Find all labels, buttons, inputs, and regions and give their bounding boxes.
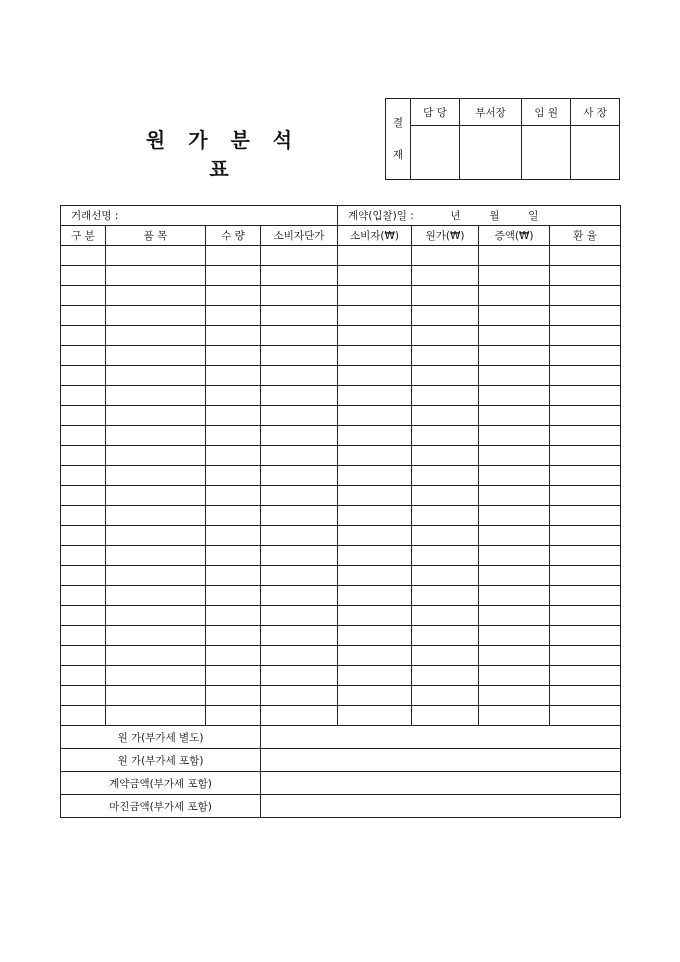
table-cell[interactable] <box>550 686 621 706</box>
table-cell[interactable] <box>479 586 550 606</box>
table-cell[interactable] <box>550 626 621 646</box>
approval-header-manager: 담 당 <box>411 99 460 126</box>
table-cell[interactable] <box>106 526 206 546</box>
table-cell[interactable] <box>61 686 106 706</box>
table-cell[interactable] <box>550 486 621 506</box>
approval-sign-dept-head[interactable] <box>459 126 521 180</box>
table-cell[interactable] <box>338 606 412 626</box>
table-cell[interactable] <box>206 626 261 646</box>
table-cell[interactable] <box>338 326 412 346</box>
table-cell[interactable] <box>206 326 261 346</box>
table-cell[interactable] <box>479 266 550 286</box>
table-cell[interactable] <box>261 266 338 286</box>
col-header-cost: 원가(₩) <box>412 226 479 246</box>
table-cell[interactable] <box>412 386 479 406</box>
table-cell[interactable] <box>106 626 206 646</box>
table-cell[interactable] <box>412 526 479 546</box>
table-cell[interactable] <box>106 366 206 386</box>
table-cell[interactable] <box>550 666 621 686</box>
table-cell[interactable] <box>338 666 412 686</box>
table-cell[interactable] <box>206 606 261 626</box>
table-row <box>61 406 621 426</box>
table-cell[interactable] <box>61 366 106 386</box>
table-cell[interactable] <box>261 346 338 366</box>
table-cell[interactable] <box>479 346 550 366</box>
table-cell[interactable] <box>550 566 621 586</box>
table-cell[interactable] <box>412 306 479 326</box>
table-cell[interactable] <box>479 626 550 646</box>
table-cell[interactable] <box>479 366 550 386</box>
table-cell[interactable] <box>261 386 338 406</box>
table-cell[interactable] <box>206 306 261 326</box>
table-row <box>61 566 621 586</box>
table-cell[interactable] <box>479 386 550 406</box>
table-cell[interactable] <box>550 386 621 406</box>
summary-label-margin-amount: 마진금액(부가세 포함) <box>61 795 261 818</box>
table-cell[interactable] <box>261 566 338 586</box>
client-name-label: 거래선명 : <box>71 210 119 222</box>
table-cell[interactable] <box>106 566 206 586</box>
col-header-item: 품 목 <box>106 226 206 246</box>
table-cell[interactable] <box>206 686 261 706</box>
table-cell[interactable] <box>61 606 106 626</box>
table-row <box>61 306 621 326</box>
table-cell[interactable] <box>550 426 621 446</box>
table-cell[interactable] <box>338 386 412 406</box>
summary-label-contract-amount: 계약금액(부가세 포함) <box>61 772 261 795</box>
table-cell[interactable] <box>479 246 550 266</box>
table-cell[interactable] <box>106 606 206 626</box>
table-cell[interactable] <box>261 326 338 346</box>
table-cell[interactable] <box>61 526 106 546</box>
table-cell[interactable] <box>412 626 479 646</box>
table-row <box>61 626 621 646</box>
table-cell[interactable] <box>106 386 206 406</box>
table-cell[interactable] <box>61 466 106 486</box>
table-row <box>61 246 621 266</box>
table-cell[interactable] <box>338 566 412 586</box>
table-cell[interactable] <box>479 466 550 486</box>
table-cell[interactable] <box>338 506 412 526</box>
table-cell[interactable] <box>338 286 412 306</box>
table-cell[interactable] <box>206 506 261 526</box>
table-cell[interactable] <box>479 306 550 326</box>
table-cell[interactable] <box>412 466 479 486</box>
approval-side-label <box>386 99 411 180</box>
contract-date-label: 계약(입찰)일 : <box>348 210 414 222</box>
table-cell[interactable] <box>61 666 106 686</box>
summary-row <box>61 726 621 749</box>
summary-value-cost-incl-vat[interactable] <box>261 749 621 772</box>
table-row <box>61 666 621 686</box>
table-cell[interactable] <box>338 406 412 426</box>
table-cell[interactable] <box>261 526 338 546</box>
table-row <box>61 546 621 566</box>
table-cell[interactable] <box>61 446 106 466</box>
table-cell[interactable] <box>550 586 621 606</box>
summary-row <box>61 795 621 818</box>
table-cell[interactable] <box>61 506 106 526</box>
table-cell[interactable] <box>479 506 550 526</box>
table-cell[interactable] <box>412 646 479 666</box>
table-cell[interactable] <box>550 346 621 366</box>
table-cell[interactable] <box>61 586 106 606</box>
table-cell[interactable] <box>338 546 412 566</box>
col-header-exchange-rate: 환 율 <box>550 226 621 246</box>
table-cell[interactable] <box>206 526 261 546</box>
data-rows <box>61 246 621 726</box>
date-day-label: 일 <box>528 210 539 222</box>
table-cell[interactable] <box>550 506 621 526</box>
table-cell[interactable] <box>479 526 550 546</box>
table-cell[interactable] <box>61 286 106 306</box>
table-cell[interactable] <box>61 426 106 446</box>
table-cell[interactable] <box>261 506 338 526</box>
table-cell[interactable] <box>61 266 106 286</box>
table-cell[interactable] <box>412 326 479 346</box>
table-cell[interactable] <box>106 666 206 686</box>
table-cell[interactable] <box>550 526 621 546</box>
cost-analysis-table <box>60 205 621 818</box>
summary-label-cost-incl-vat: 원 가(부가세 포함) <box>61 749 261 772</box>
table-cell[interactable] <box>261 686 338 706</box>
table-cell[interactable] <box>479 406 550 426</box>
table-cell[interactable] <box>479 326 550 346</box>
table-cell[interactable] <box>261 646 338 666</box>
table-cell[interactable] <box>261 466 338 486</box>
table-cell[interactable] <box>479 486 550 506</box>
table-cell[interactable] <box>106 446 206 466</box>
approval-sign-president[interactable] <box>571 126 620 180</box>
contract-date-cell[interactable] <box>338 206 621 226</box>
table-cell[interactable] <box>261 606 338 626</box>
table-cell[interactable] <box>412 246 479 266</box>
summary-value-margin-amount[interactable] <box>261 795 621 818</box>
table-cell[interactable] <box>550 266 621 286</box>
col-header-increase: 증액(₩) <box>479 226 550 246</box>
table-cell[interactable] <box>261 706 338 726</box>
table-cell[interactable] <box>550 446 621 466</box>
col-header-quantity: 수 량 <box>206 226 261 246</box>
date-month-label: 월 <box>489 210 500 222</box>
table-cell[interactable] <box>261 586 338 606</box>
table-cell[interactable] <box>550 366 621 386</box>
table-cell[interactable] <box>206 246 261 266</box>
table-cell[interactable] <box>206 386 261 406</box>
table-cell[interactable] <box>479 546 550 566</box>
approval-sign-manager[interactable] <box>411 126 460 180</box>
table-cell[interactable] <box>106 286 206 306</box>
table-row <box>61 486 621 506</box>
table-row <box>61 386 621 406</box>
table-cell[interactable] <box>412 406 479 426</box>
table-cell[interactable] <box>61 626 106 646</box>
table-cell[interactable] <box>106 706 206 726</box>
table-cell[interactable] <box>261 306 338 326</box>
approval-side-label-1: 결 <box>392 117 404 129</box>
table-cell[interactable] <box>412 586 479 606</box>
table-cell[interactable] <box>206 366 261 386</box>
table-row <box>61 326 621 346</box>
table-cell[interactable] <box>412 446 479 466</box>
table-cell[interactable] <box>479 666 550 686</box>
table-cell[interactable] <box>261 446 338 466</box>
table-cell[interactable] <box>479 566 550 586</box>
table-cell[interactable] <box>61 406 106 426</box>
table-row <box>61 526 621 546</box>
table-cell[interactable] <box>550 306 621 326</box>
table-cell[interactable] <box>550 466 621 486</box>
table-cell[interactable] <box>261 626 338 646</box>
table-cell[interactable] <box>412 346 479 366</box>
table-cell[interactable] <box>338 246 412 266</box>
table-row <box>61 506 621 526</box>
table-cell[interactable] <box>338 346 412 366</box>
table-cell[interactable] <box>338 466 412 486</box>
table-cell[interactable] <box>412 666 479 686</box>
table-cell[interactable] <box>61 306 106 326</box>
table-row <box>61 346 621 366</box>
table-row <box>61 366 621 386</box>
table-row <box>61 266 621 286</box>
table-cell[interactable] <box>261 286 338 306</box>
table-cell[interactable] <box>412 366 479 386</box>
table-cell[interactable] <box>61 246 106 266</box>
table-cell[interactable] <box>338 706 412 726</box>
table-cell[interactable] <box>61 546 106 566</box>
table-row <box>61 646 621 666</box>
table-cell[interactable] <box>206 586 261 606</box>
table-cell[interactable] <box>61 566 106 586</box>
table-cell[interactable] <box>261 406 338 426</box>
table-cell[interactable] <box>550 546 621 566</box>
table-cell[interactable] <box>106 646 206 666</box>
table-cell[interactable] <box>61 486 106 506</box>
document-title: 원 가 분 석 표 <box>145 128 301 181</box>
approval-header-president: 사 장 <box>571 99 620 126</box>
table-row <box>61 286 621 306</box>
approval-sign-executive[interactable] <box>522 126 571 180</box>
table-cell[interactable] <box>106 586 206 606</box>
table-row <box>61 426 621 446</box>
table-cell[interactable] <box>479 446 550 466</box>
table-cell[interactable] <box>412 546 479 566</box>
table-cell[interactable] <box>61 386 106 406</box>
table-cell[interactable] <box>412 266 479 286</box>
table-cell[interactable] <box>412 606 479 626</box>
table-cell[interactable] <box>550 406 621 426</box>
table-cell[interactable] <box>206 426 261 446</box>
table-cell[interactable] <box>479 686 550 706</box>
table-cell[interactable] <box>550 606 621 626</box>
column-header-row <box>61 226 621 246</box>
table-cell[interactable] <box>106 686 206 706</box>
table-cell[interactable] <box>261 666 338 686</box>
table-cell[interactable] <box>261 246 338 266</box>
table-cell[interactable] <box>106 466 206 486</box>
table-cell[interactable] <box>206 286 261 306</box>
table-cell[interactable] <box>338 366 412 386</box>
table-cell[interactable] <box>106 346 206 366</box>
table-cell[interactable] <box>550 646 621 666</box>
table-cell[interactable] <box>338 626 412 646</box>
approval-side-label-2: 재 <box>392 149 404 161</box>
table-cell[interactable] <box>206 566 261 586</box>
table-cell[interactable] <box>106 246 206 266</box>
table-cell[interactable] <box>206 666 261 686</box>
table-row <box>61 686 621 706</box>
table-row <box>61 706 621 726</box>
table-cell[interactable] <box>106 486 206 506</box>
table-cell[interactable] <box>338 586 412 606</box>
approval-box <box>385 98 620 180</box>
table-cell[interactable] <box>338 686 412 706</box>
table-row <box>61 466 621 486</box>
approval-header-dept-head: 부서장 <box>459 99 521 126</box>
table-cell[interactable] <box>550 706 621 726</box>
table-cell[interactable] <box>338 526 412 546</box>
client-name-cell[interactable] <box>61 206 338 226</box>
table-cell[interactable] <box>412 686 479 706</box>
info-row <box>61 206 621 226</box>
table-cell[interactable] <box>206 706 261 726</box>
table-cell[interactable] <box>338 646 412 666</box>
table-cell[interactable] <box>206 406 261 426</box>
table-cell[interactable] <box>338 266 412 286</box>
table-cell[interactable] <box>412 706 479 726</box>
table-cell[interactable] <box>61 706 106 726</box>
approval-header-executive: 임 원 <box>522 99 571 126</box>
table-cell[interactable] <box>412 426 479 446</box>
col-header-category: 구 분 <box>61 226 106 246</box>
summary-value-cost-excl-vat[interactable] <box>261 726 621 749</box>
table-cell[interactable] <box>106 546 206 566</box>
table-cell[interactable] <box>106 326 206 346</box>
table-cell[interactable] <box>261 546 338 566</box>
summary-row <box>61 749 621 772</box>
table-row <box>61 446 621 466</box>
table-cell[interactable] <box>206 646 261 666</box>
table-cell[interactable] <box>106 306 206 326</box>
summary-label-cost-excl-vat: 원 가(부가세 별도) <box>61 726 261 749</box>
table-cell[interactable] <box>412 566 479 586</box>
table-cell[interactable] <box>479 606 550 626</box>
table-cell[interactable] <box>261 366 338 386</box>
table-cell[interactable] <box>338 486 412 506</box>
table-cell[interactable] <box>106 426 206 446</box>
table-cell[interactable] <box>106 266 206 286</box>
table-cell[interactable] <box>106 406 206 426</box>
col-header-consumer-price: 소비자(₩) <box>338 226 412 246</box>
table-cell[interactable] <box>206 546 261 566</box>
table-cell[interactable] <box>61 326 106 346</box>
table-cell[interactable] <box>412 286 479 306</box>
table-cell[interactable] <box>550 326 621 346</box>
table-cell[interactable] <box>206 466 261 486</box>
table-cell[interactable] <box>479 646 550 666</box>
table-cell[interactable] <box>206 446 261 466</box>
col-header-unit-price: 소비자단가 <box>261 226 338 246</box>
table-cell[interactable] <box>550 246 621 266</box>
date-year-label: 년 <box>450 210 461 222</box>
table-cell[interactable] <box>261 486 338 506</box>
table-cell[interactable] <box>106 506 206 526</box>
summary-value-contract-amount[interactable] <box>261 772 621 795</box>
table-cell[interactable] <box>338 306 412 326</box>
table-cell[interactable] <box>338 426 412 446</box>
table-cell[interactable] <box>479 286 550 306</box>
table-row <box>61 606 621 626</box>
table-cell[interactable] <box>412 506 479 526</box>
table-cell[interactable] <box>261 426 338 446</box>
summary-row <box>61 772 621 795</box>
table-cell[interactable] <box>206 346 261 366</box>
table-cell[interactable] <box>412 486 479 506</box>
table-row <box>61 586 621 606</box>
table-cell[interactable] <box>479 706 550 726</box>
table-cell[interactable] <box>61 346 106 366</box>
table-cell[interactable] <box>61 646 106 666</box>
table-cell[interactable] <box>338 446 412 466</box>
table-cell[interactable] <box>206 486 261 506</box>
table-cell[interactable] <box>479 426 550 446</box>
table-cell[interactable] <box>550 286 621 306</box>
table-cell[interactable] <box>206 266 261 286</box>
